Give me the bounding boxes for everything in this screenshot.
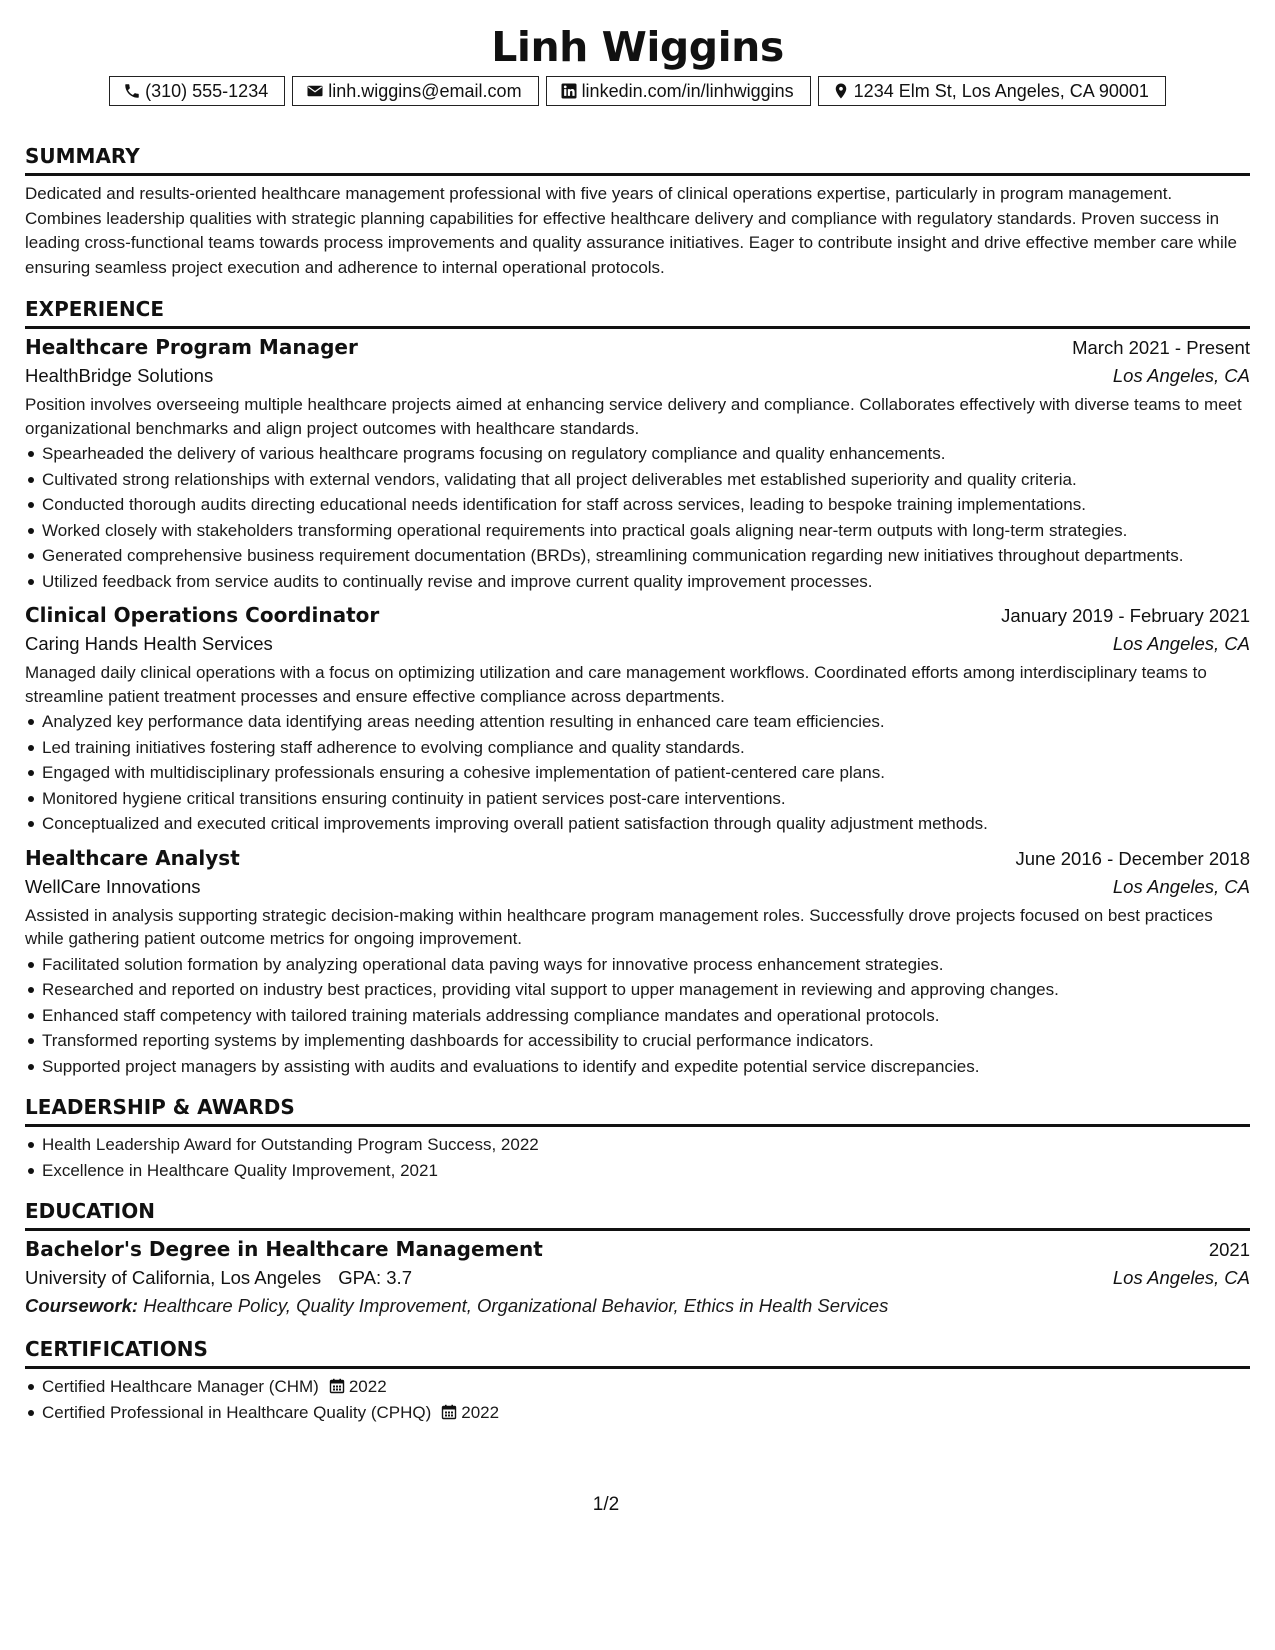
cert-year: 2022: [348, 1377, 387, 1396]
section-title-certifications: CERTIFICATIONS: [25, 1337, 1250, 1369]
linkedin-icon: [560, 82, 578, 100]
list-item: Generated comprehensive business requirement documentation (BRDs), streamlining communication regarding new initiatives throughout departments.: [25, 544, 1250, 568]
job-date: June 2016 - December 2018: [1015, 847, 1250, 869]
coursework-label: Coursework:: [25, 1295, 139, 1316]
candidate-name: Linh Wiggins: [491, 23, 784, 71]
cert-name: Certified Professional in Healthcare Quality (CPHQ): [42, 1402, 432, 1422]
leadership-section: [25, 1095, 1250, 1182]
job-description: Managed daily clinical operations with a focus on optimizing utilization and care management workflows. Coordinated efforts among interdisciplinary teams to streamline patient treatment processes and ensure effective compliance across departments.: [25, 663, 1207, 706]
list-item: Enhanced staff competency with tailored training materials addressing compliance mandates and operational protocols.: [25, 1004, 1250, 1028]
job-location: Los Angeles, CA: [1112, 633, 1250, 654]
section-title-experience: EXPERIENCE: [25, 297, 1250, 329]
section-title-summary: SUMMARY: [25, 144, 1250, 176]
gpa: GPA: 3.7: [338, 1267, 412, 1288]
section-title-leadership: LEADERSHIP & AWARDS: [25, 1095, 1250, 1127]
job-title: Clinical Operations Coordinator: [25, 603, 380, 627]
school-location: Los Angeles, CA: [1112, 1267, 1250, 1288]
list-item: Monitored hygiene critical transitions ensuring continuity in patient services post-care interventions.: [25, 787, 1250, 811]
address-text: 1234 Elm St, Los Angeles, CA 90001: [853, 80, 1149, 101]
list-item: Health Leadership Award for Outstanding Program Success, 2022: [25, 1133, 1250, 1157]
cert-year: 2022: [461, 1402, 500, 1422]
list-item: Engaged with multidisciplinary professionals ensuring a cohesive implementation of patient-centered care plans.: [25, 761, 1250, 785]
contact-bar: [25, 76, 1250, 106]
job-entry: [25, 603, 1250, 836]
page-number: 1/2: [592, 1494, 620, 1515]
calendar-icon: [329, 1378, 345, 1394]
list-item: Supported project managers by assisting with audits and evaluations to identify and expedite potential service discrepancies.: [25, 1055, 1250, 1079]
list-item: Utilized feedback from service audits to continually revise and improve current quality improvement processes.: [25, 570, 1250, 594]
awards-list: [25, 1133, 1250, 1182]
calendar-icon: [441, 1404, 457, 1420]
job-date: March 2021 - Present: [1072, 337, 1250, 358]
list-item: Conducted thorough audits directing educational needs identification for staff across services, leading to bespoke training implementations.: [25, 493, 1250, 517]
linkedin-text: linkedin.com/in/linhwiggins: [581, 80, 794, 101]
job-entry: [25, 846, 1250, 1079]
job-location: Los Angeles, CA: [1112, 365, 1250, 386]
section-title-education: EDUCATION: [25, 1199, 1250, 1231]
list-item: [25, 1401, 1250, 1425]
graduation-year: 2021: [1208, 1239, 1250, 1260]
certifications-section: [25, 1337, 1250, 1424]
map-pin-icon: [832, 82, 850, 100]
job-title: Healthcare Program Manager: [25, 335, 358, 359]
list-item: Cultivated strong relationships with external vendors, validating that all project deliverables met established superiority and quality criteria.: [25, 468, 1250, 492]
school-name: University of California, Los Angeles: [25, 1267, 322, 1288]
address-chip[interactable]: [818, 76, 1166, 106]
summary-text: Dedicated and results-oriented healthcare management professional with five years of clinical operations expertise, particularly in program management. Combines leadership qualities with strategic planning capabilities for effective healthcare delivery and compliance with regulatory standards. Proven success in leading cross-functional teams towards process improvements and quality assurance initiatives. Eager to contribute insight and drive effective member care while ensuring seamless project execution and adherence to internal operational protocols.: [25, 184, 1238, 277]
certifications-list: [25, 1375, 1250, 1424]
cert-name: Certified Healthcare Manager (CHM): [42, 1377, 319, 1396]
job-description: Assisted in analysis supporting strategic decision-making within healthcare program management roles. Successfully drove projects focused on best practices while gathering patient outcome metrics for ongoing improvement.: [25, 905, 1213, 948]
list-item: Analyzed key performance data identifying areas needing attention resulting in enhanced care team efficiencies.: [25, 710, 1250, 734]
phone-icon: [123, 82, 141, 100]
job-location: Los Angeles, CA: [1112, 875, 1250, 897]
degree-title: Bachelor's Degree in Healthcare Management: [25, 1237, 543, 1261]
list-item: [25, 1375, 1250, 1399]
list-item: Led training initiatives fostering staff adherence to evolving compliance and quality standards.: [25, 736, 1250, 760]
list-item: Worked closely with stakeholders transforming operational requirements into practical goals aligning near-term outputs with long-term strategies.: [25, 519, 1250, 543]
list-item: Transformed reporting systems by implementing dashboards for accessibility to crucial performance indicators.: [25, 1029, 1250, 1053]
coursework: [25, 1295, 1250, 1317]
company-name: HealthBridge Solutions: [25, 365, 214, 386]
resume-page: [25, 20, 1250, 1424]
experience-section: [25, 297, 1250, 1078]
list-item: Researched and reported on industry best practices, providing vital support to upper management in reviewing and approving changes.: [25, 978, 1250, 1002]
phone-text: (310) 555-1234: [145, 80, 269, 101]
job-date: January 2019 - February 2021: [1001, 605, 1250, 626]
summary-section: [25, 144, 1250, 280]
email-text: linh.wiggins@email.com: [328, 80, 522, 101]
linkedin-chip[interactable]: [546, 76, 811, 106]
job-bullets: [25, 953, 1250, 1079]
envelope-icon: [306, 82, 324, 100]
education-section: [25, 1199, 1250, 1317]
email-chip[interactable]: [292, 76, 538, 106]
company-name: Caring Hands Health Services: [25, 633, 273, 654]
job-title: Healthcare Analyst: [25, 845, 240, 870]
job-bullets: [25, 442, 1250, 593]
job-bullets: [25, 710, 1250, 836]
list-item: Facilitated solution formation by analyzing operational data paving ways for innovative process enhancement strategies.: [25, 953, 1250, 977]
company-name: WellCare Innovations: [25, 875, 201, 897]
coursework-list: Healthcare Policy, Quality Improvement, Organizational Behavior, Ethics in Health Services: [143, 1295, 889, 1316]
list-item: Excellence in Healthcare Quality Improvement, 2021: [25, 1159, 1250, 1183]
list-item: Conceptualized and executed critical improvements improving overall patient satisfaction through quality adjustment methods.: [25, 812, 1250, 836]
phone-chip[interactable]: [109, 76, 285, 106]
job-entry: [25, 335, 1250, 593]
list-item: Spearheaded the delivery of various healthcare programs focusing on regulatory compliance and quality enhancements.: [25, 442, 1250, 466]
job-description: Position involves overseeing multiple healthcare projects aimed at enhancing service delivery and compliance. Collaborates effectively with diverse teams to meet organizational benchmarks and align project outcomes with healthcare standards.: [25, 395, 1242, 438]
